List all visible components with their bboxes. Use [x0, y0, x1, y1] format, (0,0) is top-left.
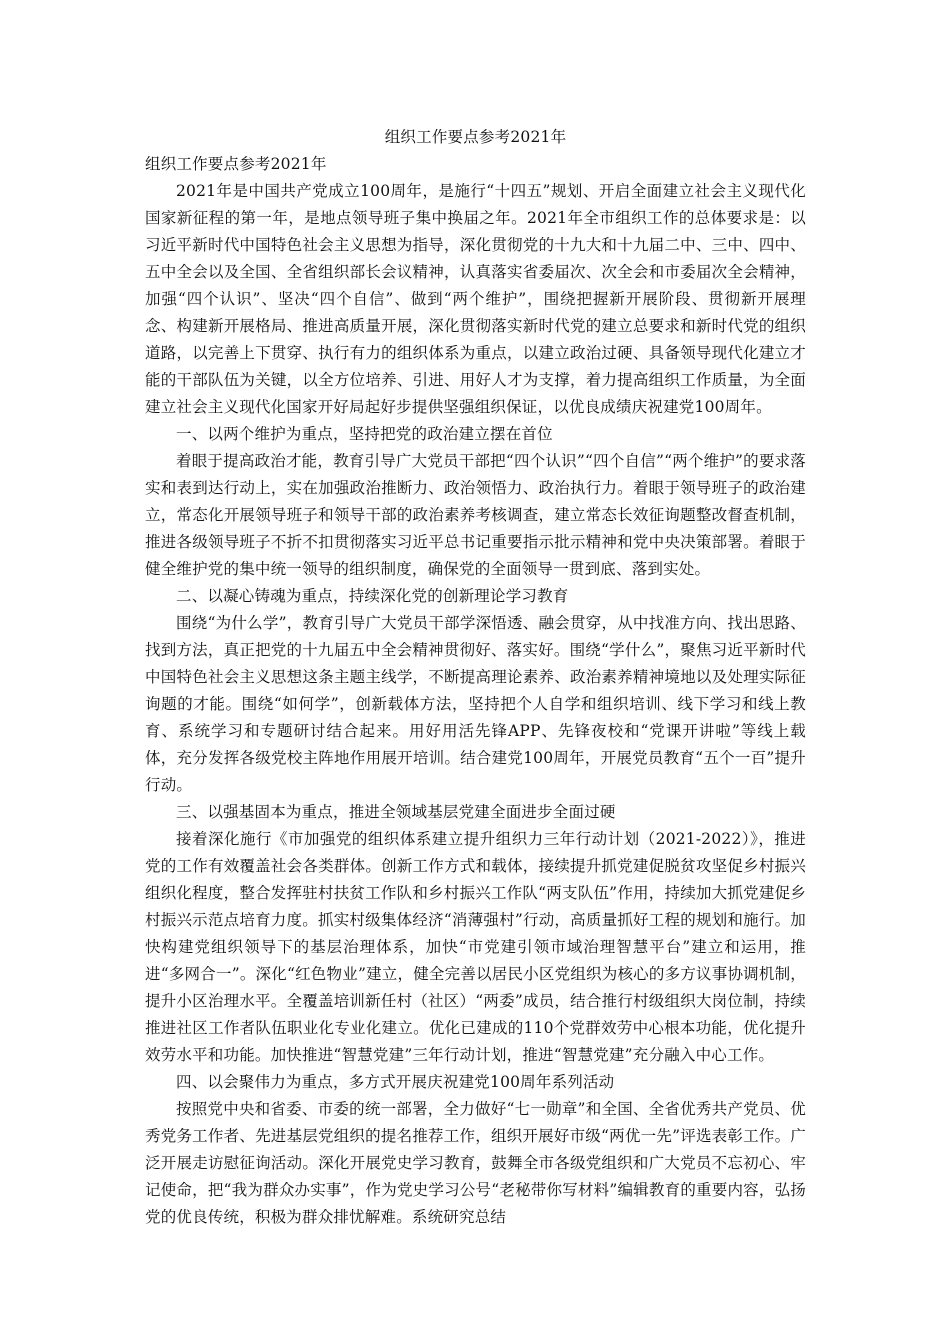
section-heading: 一、以两个维护为重点，坚持把党的政治建立摆在首位 — [176, 425, 553, 443]
body-paragraph: 着眼于提高政治才能，教育引导广大党员干部把“四个认识”“四个自信”“两个维护”的要求落实和表到达行动上，实在加强政治推断力、政治领悟力、政治执行力。着眼于领导班子的政治建立，常态化开展领导班子和领导干部的政治素养考核调查，建立常态长效征询题整改督查机制，推进各级领导班子不折不扣贯彻落实习近平总书记重要指示批示精神和党中央决策部署。着眼于健全维护党的集中统一领导的组织制度，确保党的全面领导一贯到底、落到实处。 — [145, 452, 806, 578]
section-heading: 四、以会聚伟力为重点，多方式开展庆祝建党100周年系列活动 — [176, 1073, 615, 1091]
section-heading: 二、以凝心铸魂为重点，持续深化党的创新理论学习教育 — [176, 587, 569, 605]
document-subtitle: 组织工作要点参考2021年 — [145, 155, 327, 173]
document-page — [145, 124, 806, 1231]
document-body — [145, 178, 806, 1231]
body-paragraph: 接着深化施行《市加强党的组织体系建立提升组织力三年行动计划（2021-2022）》，推进党的工作有效覆盖社会各类群体。创新工作方式和载体，接续提升抓党建促脱贫攻坚促乡村振兴组织化程度，整合发挥驻村扶贫工作队和乡村振兴工作队“两支队伍”作用，持续加大抓党建促乡村振兴示范点培育力度。抓实村级集体经济“消薄强村”行动，高质量抓好工程的规划和施行。加快构建党组织领导下的基层治理体系，加快“市党建引领市域治理智慧平台”建立和运用，推进“多网合一”。深化“红色物业”建立，健全完善以居民小区党组织为核心的多方议事协调机制，提升小区治理水平。全覆盖培训新任村（社区）“两委”成员，结合推行村级组织大岗位制，持续推进社区工作者队伍职业化专业化建立。优化已建成的110个党群效劳中心根本功能，优化提升效劳水平和功能。加快推进“智慧党建”三年行动计划，推进“智慧党建”充分融入中心工作。 — [145, 830, 806, 1064]
document-title: 组织工作要点参考2021年 — [384, 128, 567, 146]
section-heading: 三、以强基固本为重点，推进全领域基层党建全面进步全面过硬 — [176, 803, 616, 821]
body-paragraph: 围绕“为什么学”，教育引导广大党员干部学深悟透、融会贯穿，从中找准方向、找出思路、找到方法，真正把党的十九届五中全会精神贯彻好、落实好。围绕“学什么”，聚焦习近平新时代中国特色社会主义思想这条主题主线学，不断提高理论素养、政治素养精神境地以及处理实际征询题的才能。围绕“如何学”，创新载体方法，坚持把个人自学和组织培训、线下学习和线上教育、系统学习和专题研讨结合起来。用好用活先锋APP、先锋夜校和“党课开讲啦”等线上载体，充分发挥各级党校主阵地作用展开培训。结合建党100周年，开展党员教育“五个一百”提升行动。 — [145, 614, 806, 794]
body-paragraph: 2021年是中国共产党成立100周年，是施行“十四五”规划、开启全面建立社会主义现代化国家新征程的第一年，是地点领导班子集中换届之年。2021年全市组织工作的总体要求是：以习近平新时代中国特色社会主义思想为指导，深化贯彻党的十九大和十九届二中、三中、四中、五中全会以及全国、全省组织部长会议精神，认真落实省委届次、次全会和市委届次全会精神，加强“四个认识”、坚决“四个自信”、做到“两个维护”，围绕把握新开展阶段、贯彻新开展理念、构建新开展格局、推进高质量开展，深化贯彻落实新时代党的建立总要求和新时代党的组织道路，以完善上下贯穿、执行有力的组织体系为重点，以建立政治过硬、具备领导现代化建立才能的干部队伍为关键，以全方位培养、引进、用好人才为支撑，着力提高组织工作质量，为全面建立社会主义现代化国家开好局起好步提供坚强组织保证，以优良成绩庆祝建党100周年。 — [145, 182, 806, 416]
body-paragraph: 按照党中央和省委、市委的统一部署，全力做好“七一勋章”和全国、全省优秀共产党员、优秀党务工作者、先进基层党组织的提名推荐工作，组织开展好市级“两优一先”评选表彰工作。广泛开展走访慰征询活动。深化开展党史学习教育，鼓舞全市各级党组织和广大党员不忘初心、牢记使命，把“我为群众办实事”，作为党史学习公号“老秘带你写材料”编辑教育的重要内容，弘扬党的优良传统，积极为群众排忧解难。系统研究总结 — [145, 1100, 806, 1226]
